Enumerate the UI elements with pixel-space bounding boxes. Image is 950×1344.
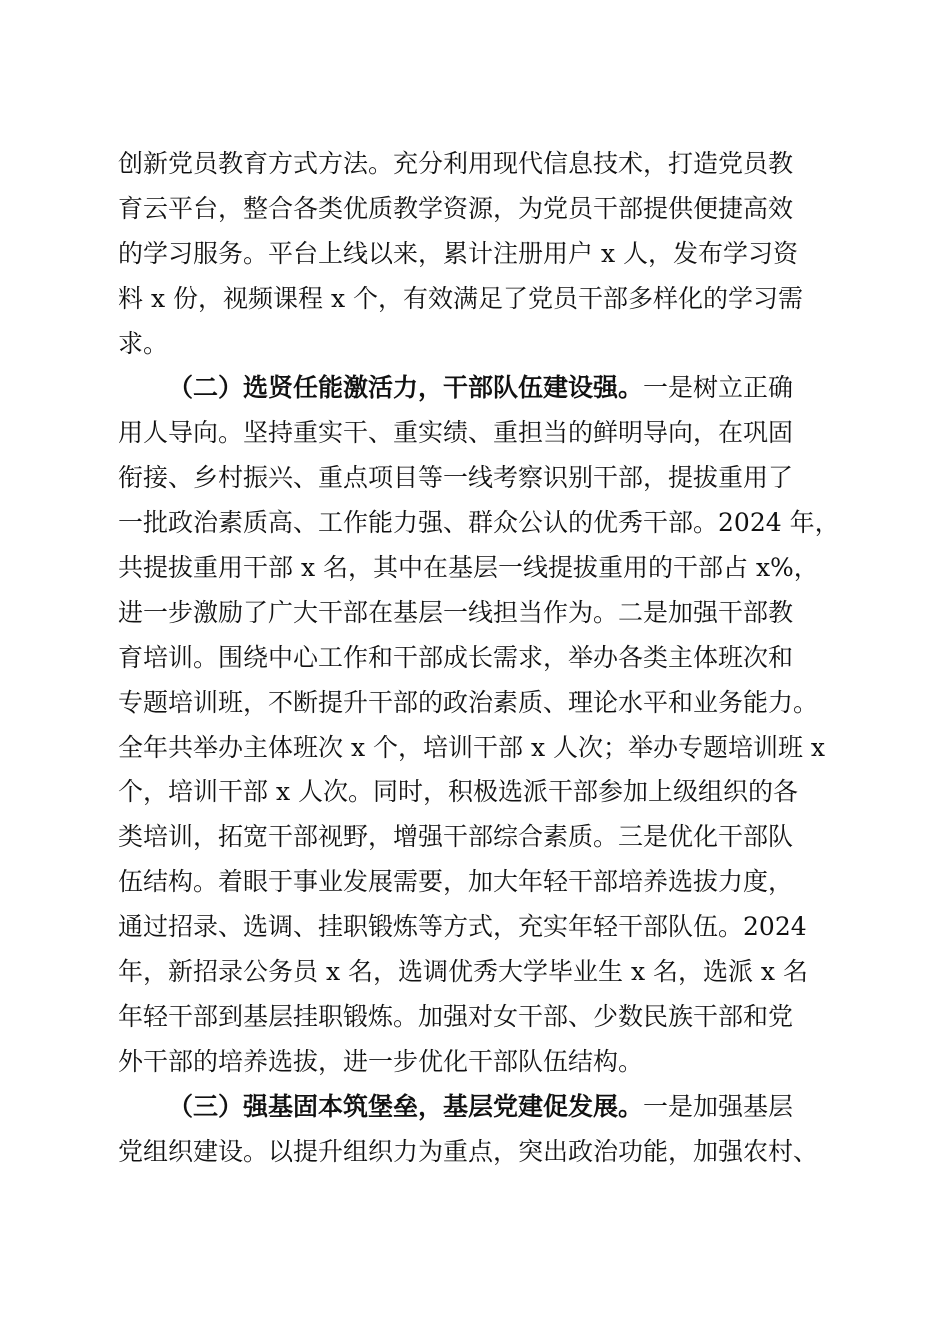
- text-line: 求。: [118, 328, 169, 358]
- text-line: 党组织建设。以提升组织力为重点，突出政治功能，加强农村、: [118, 1136, 819, 1166]
- text-line: 用人导向。坚持重实干、重实绩、重担当的鲜明导向，在巩固: [118, 418, 794, 448]
- text-line: 伍结构。着眼于事业发展需要，加大年轻干部培养选拔力度，: [118, 867, 794, 897]
- document-body: [118, 142, 838, 1174]
- text-run: 一是树立正确: [643, 373, 794, 403]
- section-heading-2: （二）选贤任能激活力，干部队伍建设强。: [168, 373, 644, 403]
- text-line: 个，培训干部 x 人次。同时，积极选派干部参加上级组织的各: [118, 777, 798, 807]
- text-line: 全年共举办主体班次 x 个，培训干部 x 人次；举办专题培训班 x: [118, 732, 826, 762]
- text-line: 育培训。围绕中心工作和干部成长需求，举办各类主体班次和: [118, 642, 794, 672]
- text-line: 类培训，拓宽干部视野，增强干部综合素质。三是优化干部队: [118, 822, 794, 852]
- paragraph-first-line: [118, 366, 838, 411]
- text-line: 通过招录、选调、挂职锻炼等方式，充实年轻干部队伍。2024: [118, 912, 807, 942]
- text-line: 外干部的培养选拔，进一步优化干部队伍结构。: [118, 1046, 644, 1076]
- text-line: 料 x 份，视频课程 x 个，有效满足了党员干部多样化的学习需: [118, 283, 803, 313]
- text-line: 创新党员教育方式方法。充分利用现代信息技术，打造党员教: [118, 149, 794, 178]
- text-line: 年轻干部到基层挂职锻炼。加强对女干部、少数民族干部和党: [118, 1001, 794, 1031]
- paragraph-first-line: [118, 1085, 838, 1130]
- text-line: 专题培训班，不断提升干部的政治素质、理论水平和业务能力。: [118, 687, 819, 717]
- text-line: 进一步激励了广大干部在基层一线担当作为。二是加强干部教: [118, 597, 794, 627]
- text-line: 衔接、乡村振兴、重点项目等一线考察识别干部，提拔重用了: [118, 463, 794, 493]
- text-line: 一批政治素质高、工作能力强、群众公认的优秀干部。2024 年，: [118, 508, 840, 538]
- section-heading-3: （三）强基固本筑堡垒，基层党建促发展。: [168, 1091, 644, 1121]
- text-line: 共提拔重用干部 x 名，其中在基层一线提拔重用的干部占 x%，: [118, 553, 819, 583]
- text-run: 一是加强基层: [643, 1091, 794, 1121]
- text-line: 年，新招录公务员 x 名，选调优秀大学毕业生 x 名，选派 x 名: [118, 957, 808, 987]
- text-line: 的学习服务。平台上线以来，累计注册用户 x 人，发布学习资: [118, 238, 798, 268]
- text-line: 育云平台，整合各类优质教学资源，为党员干部提供便捷高效: [118, 193, 794, 223]
